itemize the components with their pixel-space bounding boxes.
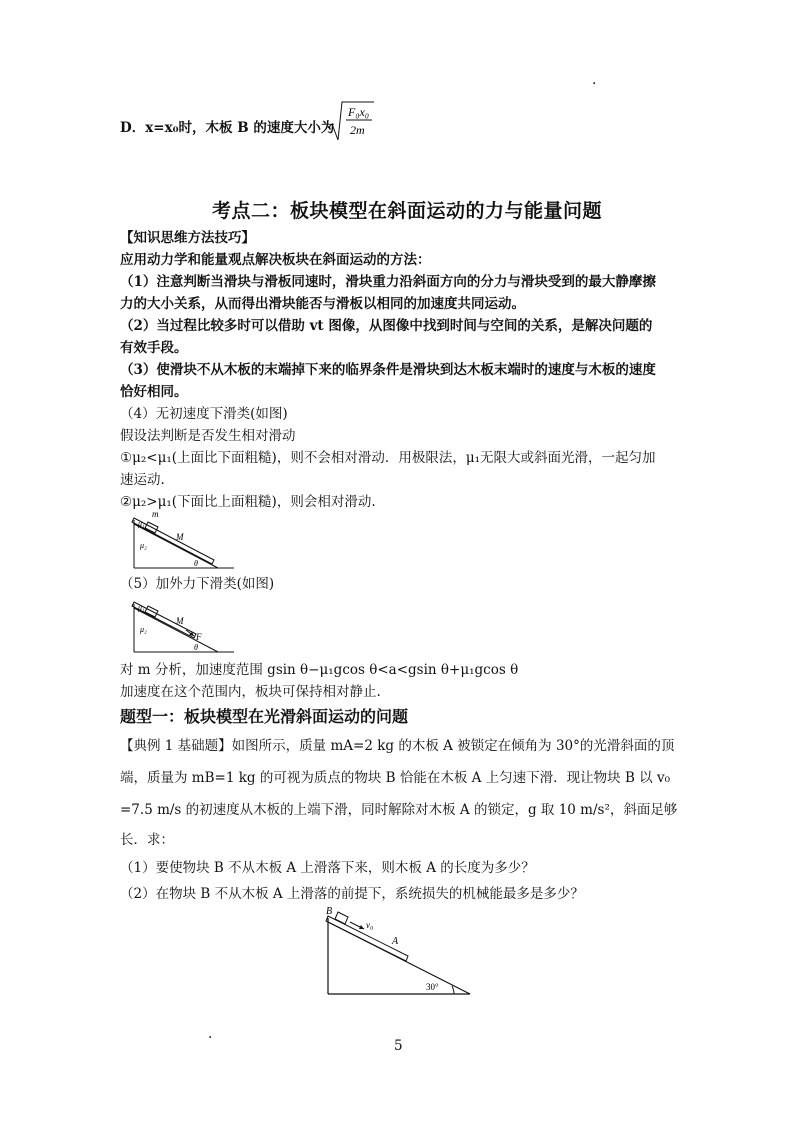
fig3-A: A xyxy=(392,936,399,947)
incline-figure-2 xyxy=(126,594,236,654)
question-1: （1）要使物块 B 不从木板 A 上滑落下来，则木板 A 的长度为多少？ xyxy=(120,860,535,876)
method-1b: 力的大小关系，从而得出滑块能否与滑板以相同的加速度共同运动。 xyxy=(120,296,525,312)
analysis-line-2: 加速度在这个范围内，板块可保持相对静止. xyxy=(120,684,381,700)
example-line-3: =7.5 m/s 的初速度从木板的上端下滑，同时解除对木板 A 的锁定，g 取 10 m/s²，斜面足够 xyxy=(120,802,678,818)
method-1a: （1）注意判断当滑块与滑板同速时，滑块重力沿斜面方向的分力与滑块受到的最大静摩擦 xyxy=(120,274,656,290)
fig1-m: m xyxy=(152,509,159,519)
example-line-1: 【典例 1 基础题】如图所示，质量 mA=2 kg 的木板 A 被锁定在倾角为 30°的光滑斜面的顶 xyxy=(120,738,675,754)
incline-figure-1 xyxy=(126,508,236,570)
fig2-mu2: μ₂ xyxy=(140,625,147,634)
fig2-F: F xyxy=(196,632,202,642)
fig1-M: M xyxy=(176,532,184,542)
bottom-mark: . xyxy=(208,1026,213,1042)
sqrt-expression xyxy=(326,98,376,142)
method-5: （5）加外力下滑类(如图) xyxy=(120,576,275,592)
option-d-text: D．x=x₀时，木板 B 的速度大小为 xyxy=(120,120,335,136)
fig1-mu2: μ₂ xyxy=(140,541,147,550)
fig3-angle: 30° xyxy=(426,982,439,992)
method-2a: （2）当过程比较多时可以借助 vt 图像，从图像中找到时间与空间的关系，是解决问题的 xyxy=(120,318,653,334)
method-header: 【知识思维方法技巧】 xyxy=(120,230,255,246)
section-title: 考点二：板块模型在斜面运动的力与能量问题 xyxy=(212,200,603,222)
method-3a: （3）使滑块不从木板的末端掉下来的临界条件是滑块到达木板末端时的速度与木板的速度 xyxy=(120,362,656,378)
example-line-4: 长．求： xyxy=(120,832,174,848)
example-line-2: 端，质量为 mB=1 kg 的可视为质点的物块 B 恰能在木板 A 上匀速下滑．现让物块 B 以 v₀ xyxy=(120,770,670,786)
method-4: （4）无初速度下滑类(如图) xyxy=(120,406,288,422)
type-1-heading: 题型一：板块模型在光滑斜面运动的问题 xyxy=(120,707,409,726)
fig2-mu1: μ₁ xyxy=(138,603,145,612)
fig2-theta: θ xyxy=(194,643,198,652)
fig1-mu1: μ₁ xyxy=(138,519,145,528)
method-2b: 有效手段。 xyxy=(120,340,188,356)
page-number: 5 xyxy=(394,1038,403,1054)
case-2: ②μ₂>μ₁(下面比上面粗糙)，则会相对滑动. xyxy=(120,494,376,510)
assume-text: 假设法判断是否发生相对滑动 xyxy=(120,428,296,444)
method-intro: 应用动力学和能量观点解决板块在斜面运动的方法： xyxy=(120,252,431,268)
case-1b: 速运动. xyxy=(120,472,165,488)
method-3b: 恰好相同。 xyxy=(120,384,188,400)
sqrt-denominator: 2m xyxy=(350,123,365,137)
question-2: （2）在物块 B 不从木板 A 上滑落的前提下，系统损失的机械能最多是多少？ xyxy=(120,886,584,902)
fig1-theta: θ xyxy=(194,559,198,568)
fig3-v0: v₀ xyxy=(366,920,374,930)
analysis-line: 对 m 分析，加速度范围 gsin θ−μ₁gcos θ<a<gsin θ+μ₁gcos θ xyxy=(120,662,519,678)
fig2-M: M xyxy=(176,616,184,626)
fig3-B: B xyxy=(326,906,333,917)
case-1a: ①μ₂<μ₁(上面比下面粗糙)，则不会相对滑动．用极限法，μ₁无限大或斜面光滑，一起匀加 xyxy=(120,450,656,466)
incline-figure-3 xyxy=(320,904,480,1000)
top-mark: . xyxy=(592,72,597,88)
sqrt-numerator: F₀x₀ xyxy=(348,105,369,119)
